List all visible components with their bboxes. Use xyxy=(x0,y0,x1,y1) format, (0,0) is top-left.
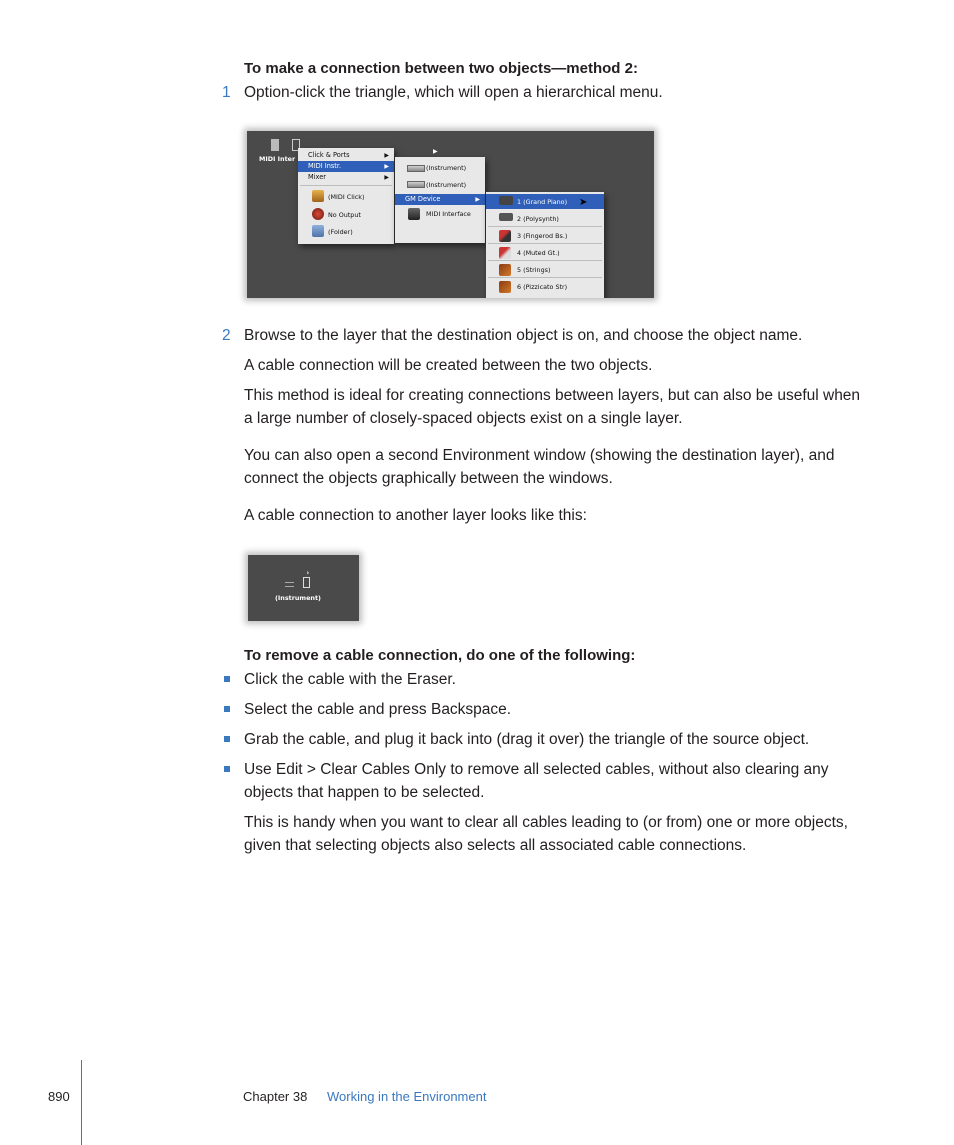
bg-object-label: MIDI Inter xyxy=(259,155,296,163)
menu-object[interactable]: (Instrument) xyxy=(426,181,467,189)
bullet-icon xyxy=(224,676,230,682)
instrument-icon xyxy=(407,165,425,172)
metronome-icon xyxy=(312,190,324,202)
cable-connection-screenshot xyxy=(248,555,359,621)
submenu-midi-instr xyxy=(395,157,485,243)
step-number: 2 xyxy=(222,327,231,344)
step-text: Option-click the triangle, which will open a hierarchical menu. xyxy=(244,84,663,101)
bullet-icon xyxy=(224,706,230,712)
menu-item[interactable]: Mixer ▶ xyxy=(308,173,389,181)
menu-object[interactable]: 3 (Fingerod Bs.) xyxy=(517,232,568,240)
step-number: 1 xyxy=(222,84,231,101)
cursor-icon: ➤ xyxy=(579,197,588,208)
menu-object[interactable]: 2 (Polysynth) xyxy=(517,215,559,223)
submenu-gm-device xyxy=(486,192,604,298)
page-number: 890 xyxy=(48,1089,70,1104)
synth-icon xyxy=(499,213,513,221)
chapter-title-link[interactable]: Working in the Environment xyxy=(327,1089,487,1104)
object-label: (Instrument) xyxy=(275,594,321,602)
menu-object[interactable]: (MIDI Click) xyxy=(328,193,365,201)
instrument-icon xyxy=(285,582,294,587)
menu-object[interactable]: (Instrument) xyxy=(426,164,467,172)
guitar-icon xyxy=(499,247,511,259)
paragraph: This is handy when you want to clear all cables leading to (or from) one or more objects, given that selecting objects also selects all associated cable connections. xyxy=(244,814,848,854)
bullet-text: Select the cable and press Backspace. xyxy=(244,701,512,718)
step-text: Browse to the layer that the destination object is on, and choose the object name. xyxy=(244,327,803,344)
menu-object[interactable]: MIDI Interface xyxy=(426,210,471,218)
footer-divider xyxy=(81,1060,82,1145)
bullet-icon xyxy=(224,766,230,772)
menu-object[interactable]: 4 (Muted Gt.) xyxy=(517,249,560,257)
section-heading: To remove a cable connection, do one of the following: xyxy=(244,647,636,664)
paragraph: A cable connection to another layer looks like this: xyxy=(244,507,587,524)
menu-object-selected[interactable]: 1 (Grand Piano) xyxy=(517,198,568,206)
paragraph: A cable connection will be created between the two objects. xyxy=(244,357,653,374)
paragraph: This method is ideal for creating connections between layers, but can also be useful when a large number of closely-spaced objects exist on a single layer. xyxy=(244,387,861,427)
midi-interface-icon xyxy=(271,139,279,151)
violin-icon xyxy=(499,264,511,276)
violin-icon xyxy=(499,281,511,293)
bullet-text: Use Edit > Clear Cables Only to remove all selected cables, without also clearing any objects that happen to be selected. xyxy=(244,761,829,801)
no-output-icon xyxy=(312,208,324,220)
midi-interface-icon xyxy=(408,208,420,220)
folder-icon xyxy=(312,225,324,237)
bullet-icon xyxy=(224,736,230,742)
paragraph: You can also open a second Environment window (showing the destination layer), and connect the objects graphically between the windows. xyxy=(244,447,835,487)
menu-item[interactable]: Click & Ports ▶ xyxy=(308,151,389,159)
menu-object[interactable]: No Output xyxy=(328,211,361,219)
menu-object[interactable]: 6 (Pizzicato Str) xyxy=(517,283,568,291)
menu-item-selected[interactable]: MIDI Instr. ▶ xyxy=(298,161,394,172)
context-menu xyxy=(298,148,394,244)
triangle-icon[interactable]: ▶ xyxy=(433,148,438,155)
bass-guitar-icon xyxy=(499,230,511,242)
menu-object[interactable]: 5 (Strings) xyxy=(517,266,551,274)
chapter-label: Chapter 38 xyxy=(243,1089,308,1104)
piano-icon xyxy=(499,196,513,205)
hierarchical-menu-screenshot xyxy=(247,131,654,298)
cable-icon: ʾ xyxy=(306,571,310,582)
bullet-text: Click the cable with the Eraser. xyxy=(244,671,456,688)
section-heading: To make a connection between two objects—method 2: xyxy=(244,60,638,77)
bullet-text: Grab the cable, and plug it back into (drag it over) the triangle of the source object. xyxy=(244,731,810,748)
menu-object[interactable]: (Folder) xyxy=(328,228,353,236)
menu-item-selected[interactable]: GM Device ▶ xyxy=(395,194,485,205)
instrument-icon xyxy=(407,181,425,188)
